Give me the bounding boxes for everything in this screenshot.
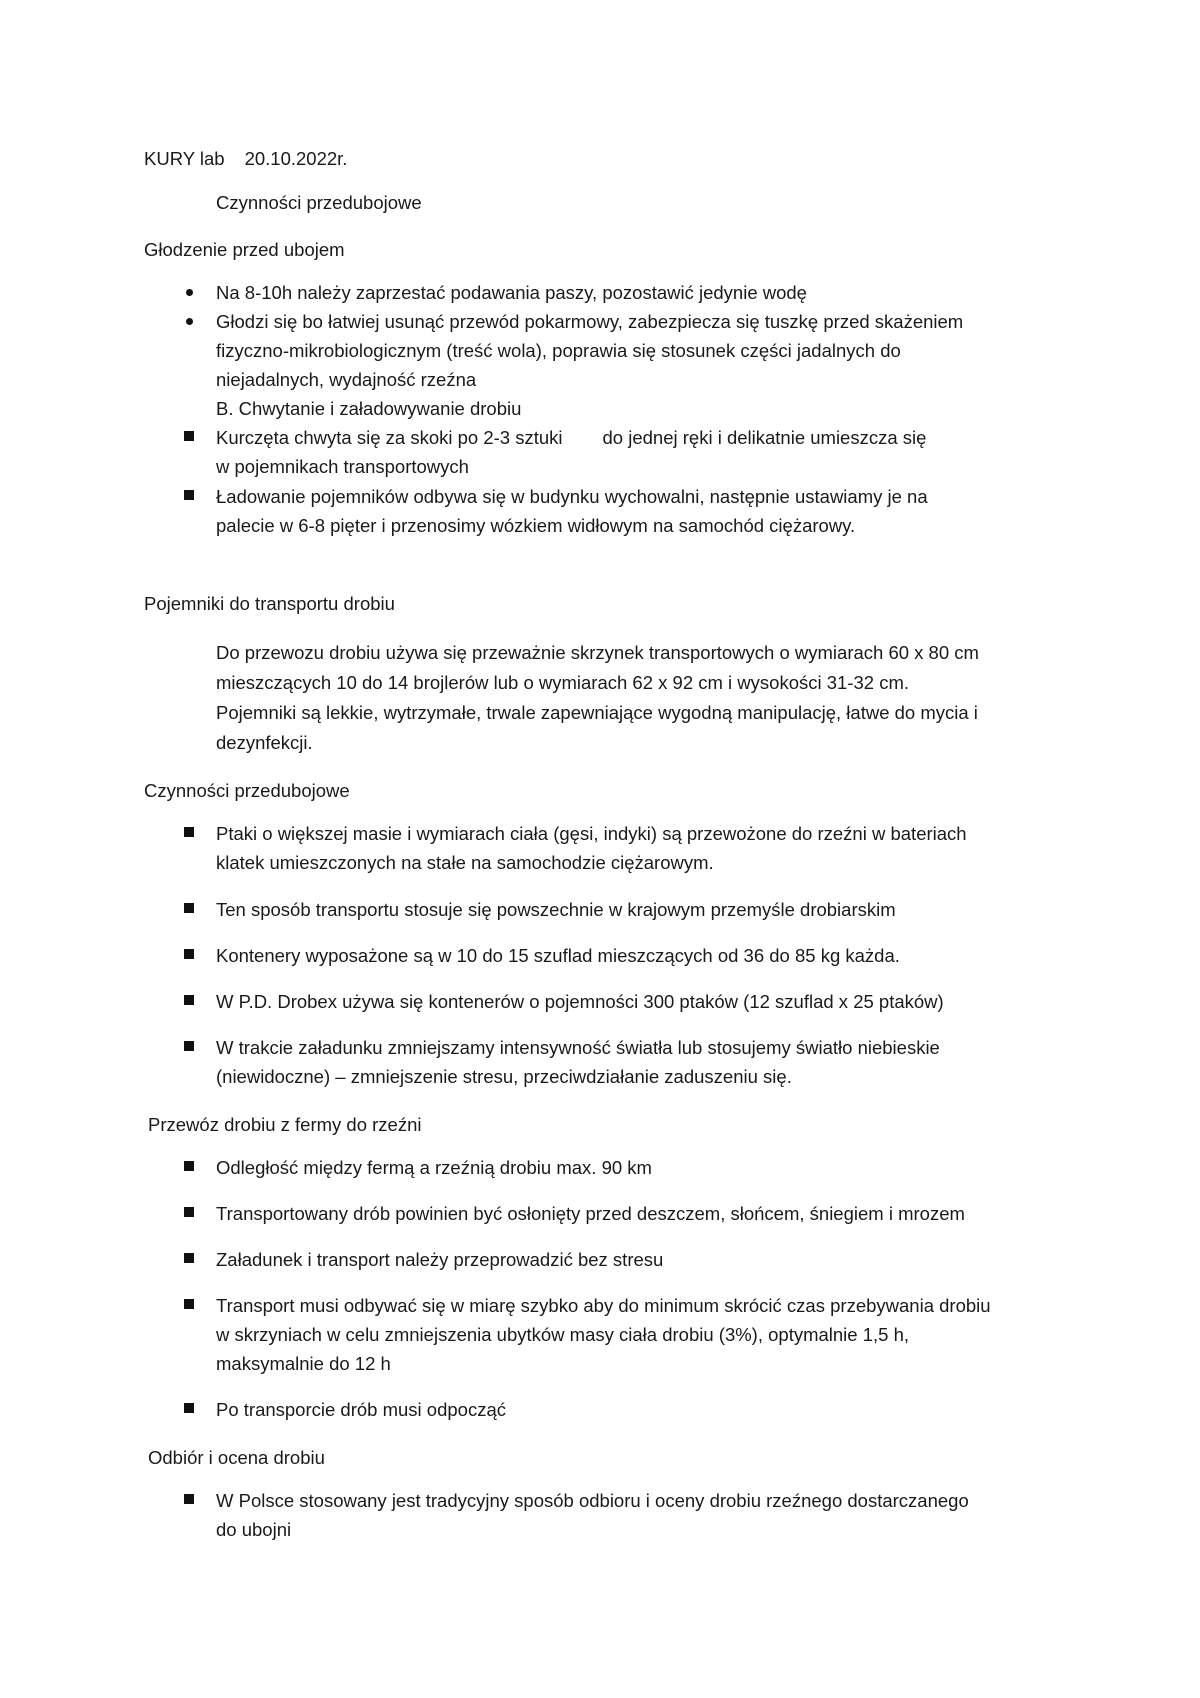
bullet-dot bbox=[186, 318, 193, 325]
list-item: Ptaki o większej masie i wymiarach ciała (gęsi, indyki) są przewożone do rzeźni w bateriach bbox=[216, 823, 967, 844]
list-item-part: Kurczęta chwyta się za skoki po 2-3 sztuki bbox=[216, 427, 563, 448]
section-heading: Czynności przedubojowe bbox=[144, 780, 350, 801]
bullet-square bbox=[184, 1161, 194, 1171]
list-item-continuation: niejadalnych, wydajność rzeźna bbox=[216, 369, 477, 390]
paragraph-line: mieszczących 10 do 14 brojlerów lub o wymiarach 62 x 92 cm i wysokości 31-32 cm. bbox=[216, 672, 910, 693]
list-item bbox=[216, 423, 926, 452]
bullet-square bbox=[184, 827, 194, 837]
list-item: Po transporcie drób musi odpocząć bbox=[216, 1399, 506, 1420]
bullet-square bbox=[184, 431, 194, 441]
list-item: W trakcie załadunku zmniejszamy intensywność światła lub stosujemy światło niebieskie bbox=[216, 1037, 940, 1058]
subheading: B. Chwytanie i załadowywanie drobiu bbox=[216, 398, 522, 419]
bullet-square bbox=[184, 995, 194, 1005]
section-heading: Przewóz drobiu z fermy do rzeźni bbox=[148, 1114, 422, 1135]
bullet-square bbox=[184, 949, 194, 959]
list-item-continuation: (niewidoczne) – zmniejszenie stresu, przeciwdziałanie zaduszeniu się. bbox=[216, 1066, 792, 1087]
list-item-continuation: w pojemnikach transportowych bbox=[216, 456, 469, 477]
document-header bbox=[144, 144, 347, 173]
list-item: Transportowany drób powinien być osłonięty przed deszczem, słońcem, śniegiem i mrozem bbox=[216, 1203, 965, 1224]
section-title: Czynności przedubojowe bbox=[216, 192, 422, 213]
list-item-continuation: klatek umieszczonych na stałe na samochodzie ciężarowym. bbox=[216, 852, 714, 873]
bullet-square bbox=[184, 1041, 194, 1051]
list-item: Odległość między fermą a rzeźnią drobiu max. 90 km bbox=[216, 1157, 652, 1178]
list-item-continuation: do ubojni bbox=[216, 1519, 292, 1540]
paragraph-line: dezynfekcji. bbox=[216, 732, 313, 753]
document-date: 20.10.2022r. bbox=[244, 148, 348, 169]
list-item-continuation: w skrzyniach w celu zmniejszenia ubytków masy ciała drobiu (3%), optymalnie 1,5 h, bbox=[216, 1324, 910, 1345]
bullet-square bbox=[184, 1207, 194, 1217]
bullet-square bbox=[184, 1403, 194, 1413]
bullet-square bbox=[184, 1299, 194, 1309]
bullet-square bbox=[184, 490, 194, 500]
bullet-square bbox=[184, 1494, 194, 1504]
list-item: Ładowanie pojemników odbywa się w budynku wychowalni, następnie ustawiamy je na bbox=[216, 486, 928, 507]
section-heading: Odbiór i ocena drobiu bbox=[148, 1447, 325, 1468]
document-title: KURY lab bbox=[144, 148, 225, 169]
list-item-continuation: maksymalnie do 12 h bbox=[216, 1353, 391, 1374]
list-item: Kontenery wyposażone są w 10 do 15 szuflad mieszczących od 36 do 85 kg każda. bbox=[216, 945, 900, 966]
list-item-continuation: palecie w 6-8 pięter i przenosimy wózkiem widłowym na samochód ciężarowy. bbox=[216, 515, 856, 536]
list-item: W Polsce stosowany jest tradycyjny sposób odbioru i oceny drobiu rzeźnego dostarczanego bbox=[216, 1490, 969, 1511]
section-heading: Pojemniki do transportu drobiu bbox=[144, 593, 395, 614]
list-item: Na 8-10h należy zaprzestać podawania paszy, pozostawić jedynie wodę bbox=[216, 282, 807, 303]
list-item: Głodzi się bo łatwiej usunąć przewód pokarmowy, zabezpiecza się tuszkę przed skażeniem bbox=[216, 311, 964, 332]
list-item: W P.D. Drobex używa się kontenerów o pojemności 300 ptaków (12 szuflad x 25 ptaków) bbox=[216, 991, 944, 1012]
bullet-square bbox=[184, 1253, 194, 1263]
list-item-continuation: fizyczno-mikrobiologicznym (treść wola), poprawia się stosunek części jadalnych do bbox=[216, 340, 901, 361]
list-item: Ten sposób transportu stosuje się powszechnie w krajowym przemyśle drobiarskim bbox=[216, 899, 896, 920]
paragraph-line: Do przewozu drobiu używa się przeważnie skrzynek transportowych o wymiarach 60 x 80 cm bbox=[216, 642, 979, 663]
list-item: Transport musi odbywać się w miarę szybko aby do minimum skrócić czas przebywania drobiu bbox=[216, 1295, 991, 1316]
section-heading: Głodzenie przed ubojem bbox=[144, 239, 345, 260]
list-item-part: do jednej ręki i delikatnie umieszcza się bbox=[602, 427, 927, 448]
bullet-dot bbox=[186, 289, 193, 296]
bullet-square bbox=[184, 903, 194, 913]
paragraph-line: Pojemniki są lekkie, wytrzymałe, trwale zapewniające wygodną manipulację, łatwe do mycia i bbox=[216, 702, 978, 723]
list-item: Załadunek i transport należy przeprowadzić bez stresu bbox=[216, 1249, 664, 1270]
